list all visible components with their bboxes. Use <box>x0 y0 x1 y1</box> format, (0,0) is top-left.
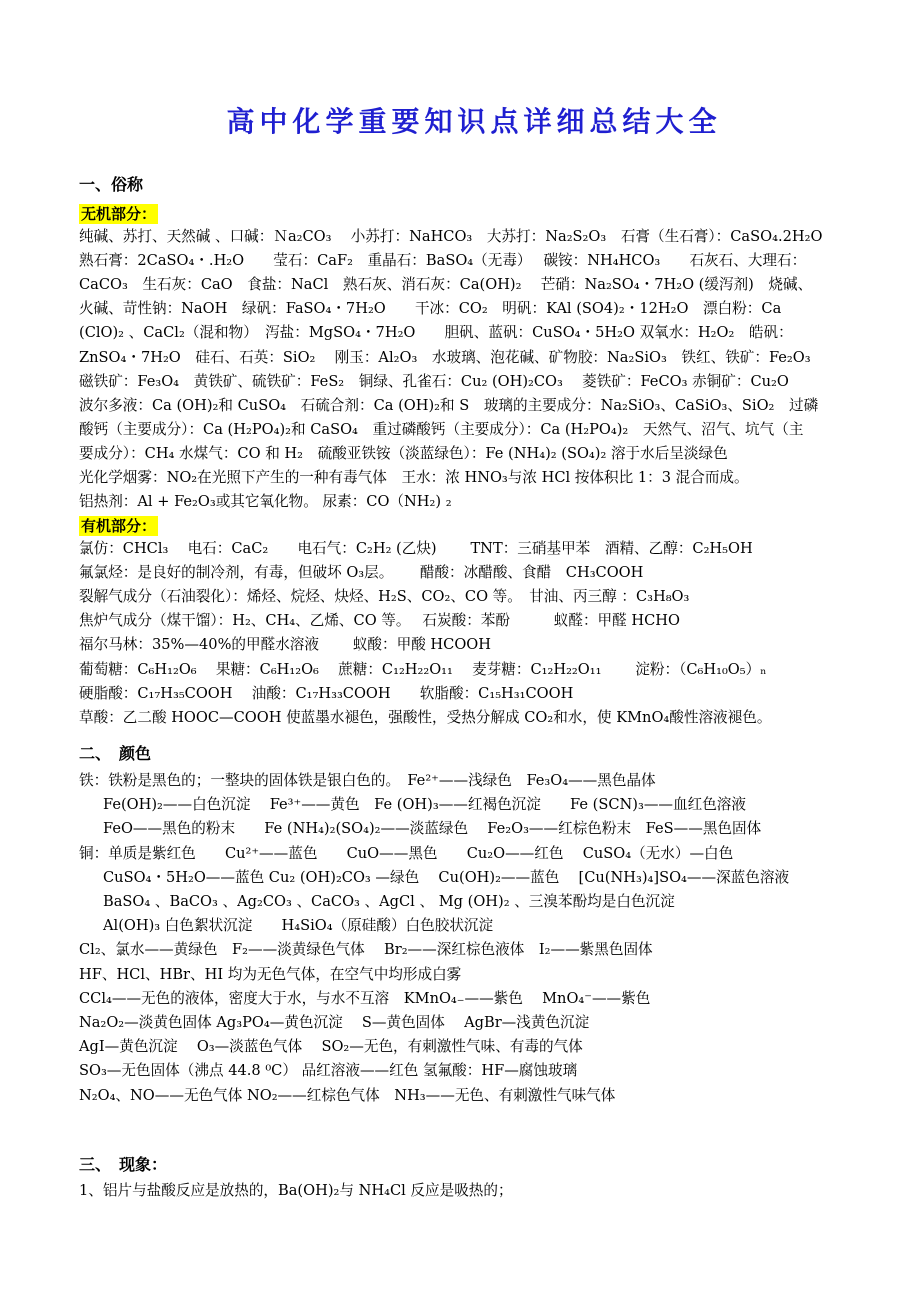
text-line: Fe(OH)₂——白色沉淀 Fe³⁺——黄色 Fe (OH)₃——红褐色沉淀 Fe (SCN)₃——血红色溶液 <box>103 796 746 814</box>
text-line: 草酸：乙二酸 HOOC—COOH 使蓝墨水褪色，强酸性，受热分解成 CO₂和水，使 KMnO₄酸性溶液褪色。 <box>79 708 772 726</box>
text-line: 光化学烟雾：NO₂在光照下产生的一种有毒气体 王水：浓 HNO₃与浓 HCl 按体积比 1：3 混合而成。 <box>79 469 749 486</box>
text-line: 纯碱、苏打、天然碱 、口碱：Ｎa₂CO₃ 小苏打：NaHCO₃ 大苏打：Na₂S₂O₃ 石膏（生石膏）：CaSO₄.2H₂O <box>79 228 823 245</box>
text-line: ZnSO₄・7H₂O 硅石、石英：SiO₂ 刚玉：Al₂O₃ 水玻璃、泡花碱、矿物胶：Na₂SiO₃ 铁红、铁矿：Fe₂O₃ <box>79 348 811 366</box>
document-title: 高中化学重要知识点详细总结大全 <box>226 105 722 138</box>
text-line: Cl₂、氯水——黄绿色 F₂——淡黄绿色气体 Br₂——深红棕色液体 I₂——紫黑色固体 <box>79 941 653 959</box>
text-line: Al(OH)₃ 白色絮状沉淀 H₄SiO₄（原硅酸）白色胶状沉淀 <box>103 917 494 935</box>
text-line: 铜：单质是紫红色 Cu²⁺——蓝色 CuO——黑色 Cu₂O——红色 CuSO₄（无水）—白色 <box>79 844 734 862</box>
text-line: N₂O₄、NO——无色气体 NO₂——红棕色气体 NH₃——无色、有刺激性气味气体 <box>79 1086 616 1104</box>
text-line: 熟石膏：2CaSO₄・.H₂O 莹石：CaF₂ 重晶石：BaSO₄（无毒） 碳铵：NH₄HCO₃ 石灰石、大理石： <box>79 252 807 270</box>
text-line: 1、铝片与盐酸反应是放热的，Ba(OH)₂与 NH₄Cl 反应是吸热的； <box>79 1182 513 1199</box>
text-line: 磁铁矿：Fe₃O₄ 黄铁矿、硫铁矿：FeS₂ 铜绿、孔雀石：Cu₂ (OH)₂CO₃ 菱铁矿：FeCO₃ 赤铜矿：Cu₂O <box>79 372 789 390</box>
text-line: 铝热剂：Al + Fe₂O₃或其它氧化物。 尿素：CO（NH₂) ₂ <box>79 493 452 511</box>
text-line: CuSO₄・5H₂O——蓝色 Cu₂ (OH)₂CO₃ —绿色 Cu(OH)₂——蓝色 [Cu(NH₃)₄]SO₄——深蓝色溶液 <box>103 868 790 886</box>
text-line: 要成分）：CH₄ 水煤气：CO 和 H₂ 硫酸亚铁铵（淡蓝绿色）：Fe (NH₄)₂ (SO₄)₂ 溶于水后呈淡绿色 <box>79 444 728 462</box>
inorganic-highlight-tag: 无机部分： <box>81 205 157 223</box>
text-line: 酸钙（主要成分）：Ca (H₂PO₄)₂和 CaSO₄ 重过磷酸钙（主要成分）：Ca (H₂PO₄)₂ 天然气、沼气、坑气（主 <box>79 420 804 438</box>
text-line: 葡萄糖：C₆H₁₂O₆ 果糖：C₆H₁₂O₆ 蔗糖：C₁₂H₂₂O₁₁ 麦芽糖：C₁₂H₂₂O₁₁ 淀粉：（C₆H₁₀O₅）ₙ <box>79 660 767 678</box>
text-line: 波尔多液：Ca (OH)₂和 CuSO₄ 石硫合剂：Ca (OH)₂和 S 玻璃的主要成分：Na₂SiO₃、CaSiO₃、SiO₂ 过磷 <box>79 396 819 414</box>
text-line: 福尔马林：35%—40%的甲醛水溶液 蚁酸：甲酸 HCOOH <box>79 636 491 654</box>
text-line: AgI—黄色沉淀 O₃—淡蓝色气体 SO₂—无色，有刺激性气味、有毒的气体 <box>79 1038 583 1056</box>
text-line: 火碱、苛性钠：NaOH 绿矾：FaSO₄・7H₂O 干冰：CO₂ 明矾：KAl (SO4)₂・12H₂O 漂白粉：Ca <box>79 300 782 318</box>
text-line: (ClO)₂ 、CaCl₂（混和物） 泻盐：MgSO₄・7H₂O 胆矾、蓝矾：CuSO₄・5H₂O 双氧水：H₂O₂ 皓矾： <box>79 324 793 342</box>
section-heading-phenomena: 三、 现象： <box>79 1155 168 1174</box>
text-line: 氟氯烃：是良好的制冷剂，有毒，但破坏 O₃层。 醋酸：冰醋酸、食醋 CH₃COOH <box>79 564 644 582</box>
text-line: FeO——黑色的粉末 Fe (NH₄)₂(SO₄)₂——淡蓝绿色 Fe₂O₃——红棕色粉末 FeS——黑色固体 <box>103 820 762 838</box>
section-heading-colors: 二、 颜色 <box>79 744 152 763</box>
text-line: CaCO₃ 生石灰：CaO 食盐：NaCl 熟石灰、消石灰：Ca(OH)₂ 芒硝：Na₂SO₄・7H₂O (缓泻剂) 烧碱、 <box>79 276 813 294</box>
section-heading-nicknames: 一、俗称 <box>79 175 144 194</box>
text-line: SO₃—无色固体（沸点 44.8 ⁰C） 品红溶液——红色 氢氟酸：HF—腐蚀玻璃 <box>79 1062 578 1080</box>
text-line: 硬脂酸：C₁₇H₃₅COOH 油酸：C₁₇H₃₃COOH 软脂酸：C₁₅H₃₁COOH <box>79 684 574 702</box>
text-line: CCl₄——无色的液体，密度大于水，与水不互溶 KMnO₄₋——紫色 MnO₄⁻——紫色 <box>79 989 651 1007</box>
text-line: 焦炉气成分（煤干馏）：H₂、CH₄、乙烯、CO 等。 石炭酸：苯酚 蚁醛：甲醛 HCHO <box>79 612 680 630</box>
organic-highlight-tag: 有机部分： <box>81 517 157 535</box>
text-line: BaSO₄ 、BaCO₃ 、Ag₂CO₃ 、CaCO₃ 、AgCl 、 Mg (OH)₂ 、三溴苯酚均是白色沉淀 <box>103 893 675 910</box>
text-line: Na₂O₂—淡黄色固体 Ag₃PO₄—黄色沉淀 S—黄色固体 AgBr—浅黄色沉淀 <box>79 1014 590 1031</box>
text-line: 裂解气成分（石油裂化）：烯烃、烷烃、炔烃、H₂S、CO₂、CO 等。 甘油、丙三醇 ：C₃H₈O₃ <box>79 588 690 606</box>
text-line: 铁：铁粉是黑色的；一整块的固体铁是银白色的。 Fe²⁺——浅绿色 Fe₃O₄——黑色晶体 <box>79 772 656 789</box>
text-line: HF、HCl、HBr、HI 均为无色气体，在空气中均形成白雾 <box>79 965 462 983</box>
text-line: 氯仿：CHCl₃ 电石：CaC₂ 电石气：C₂H₂ (乙炔) TNT：三硝基甲苯 酒精、乙醇：C₂H₅OH <box>79 540 753 557</box>
